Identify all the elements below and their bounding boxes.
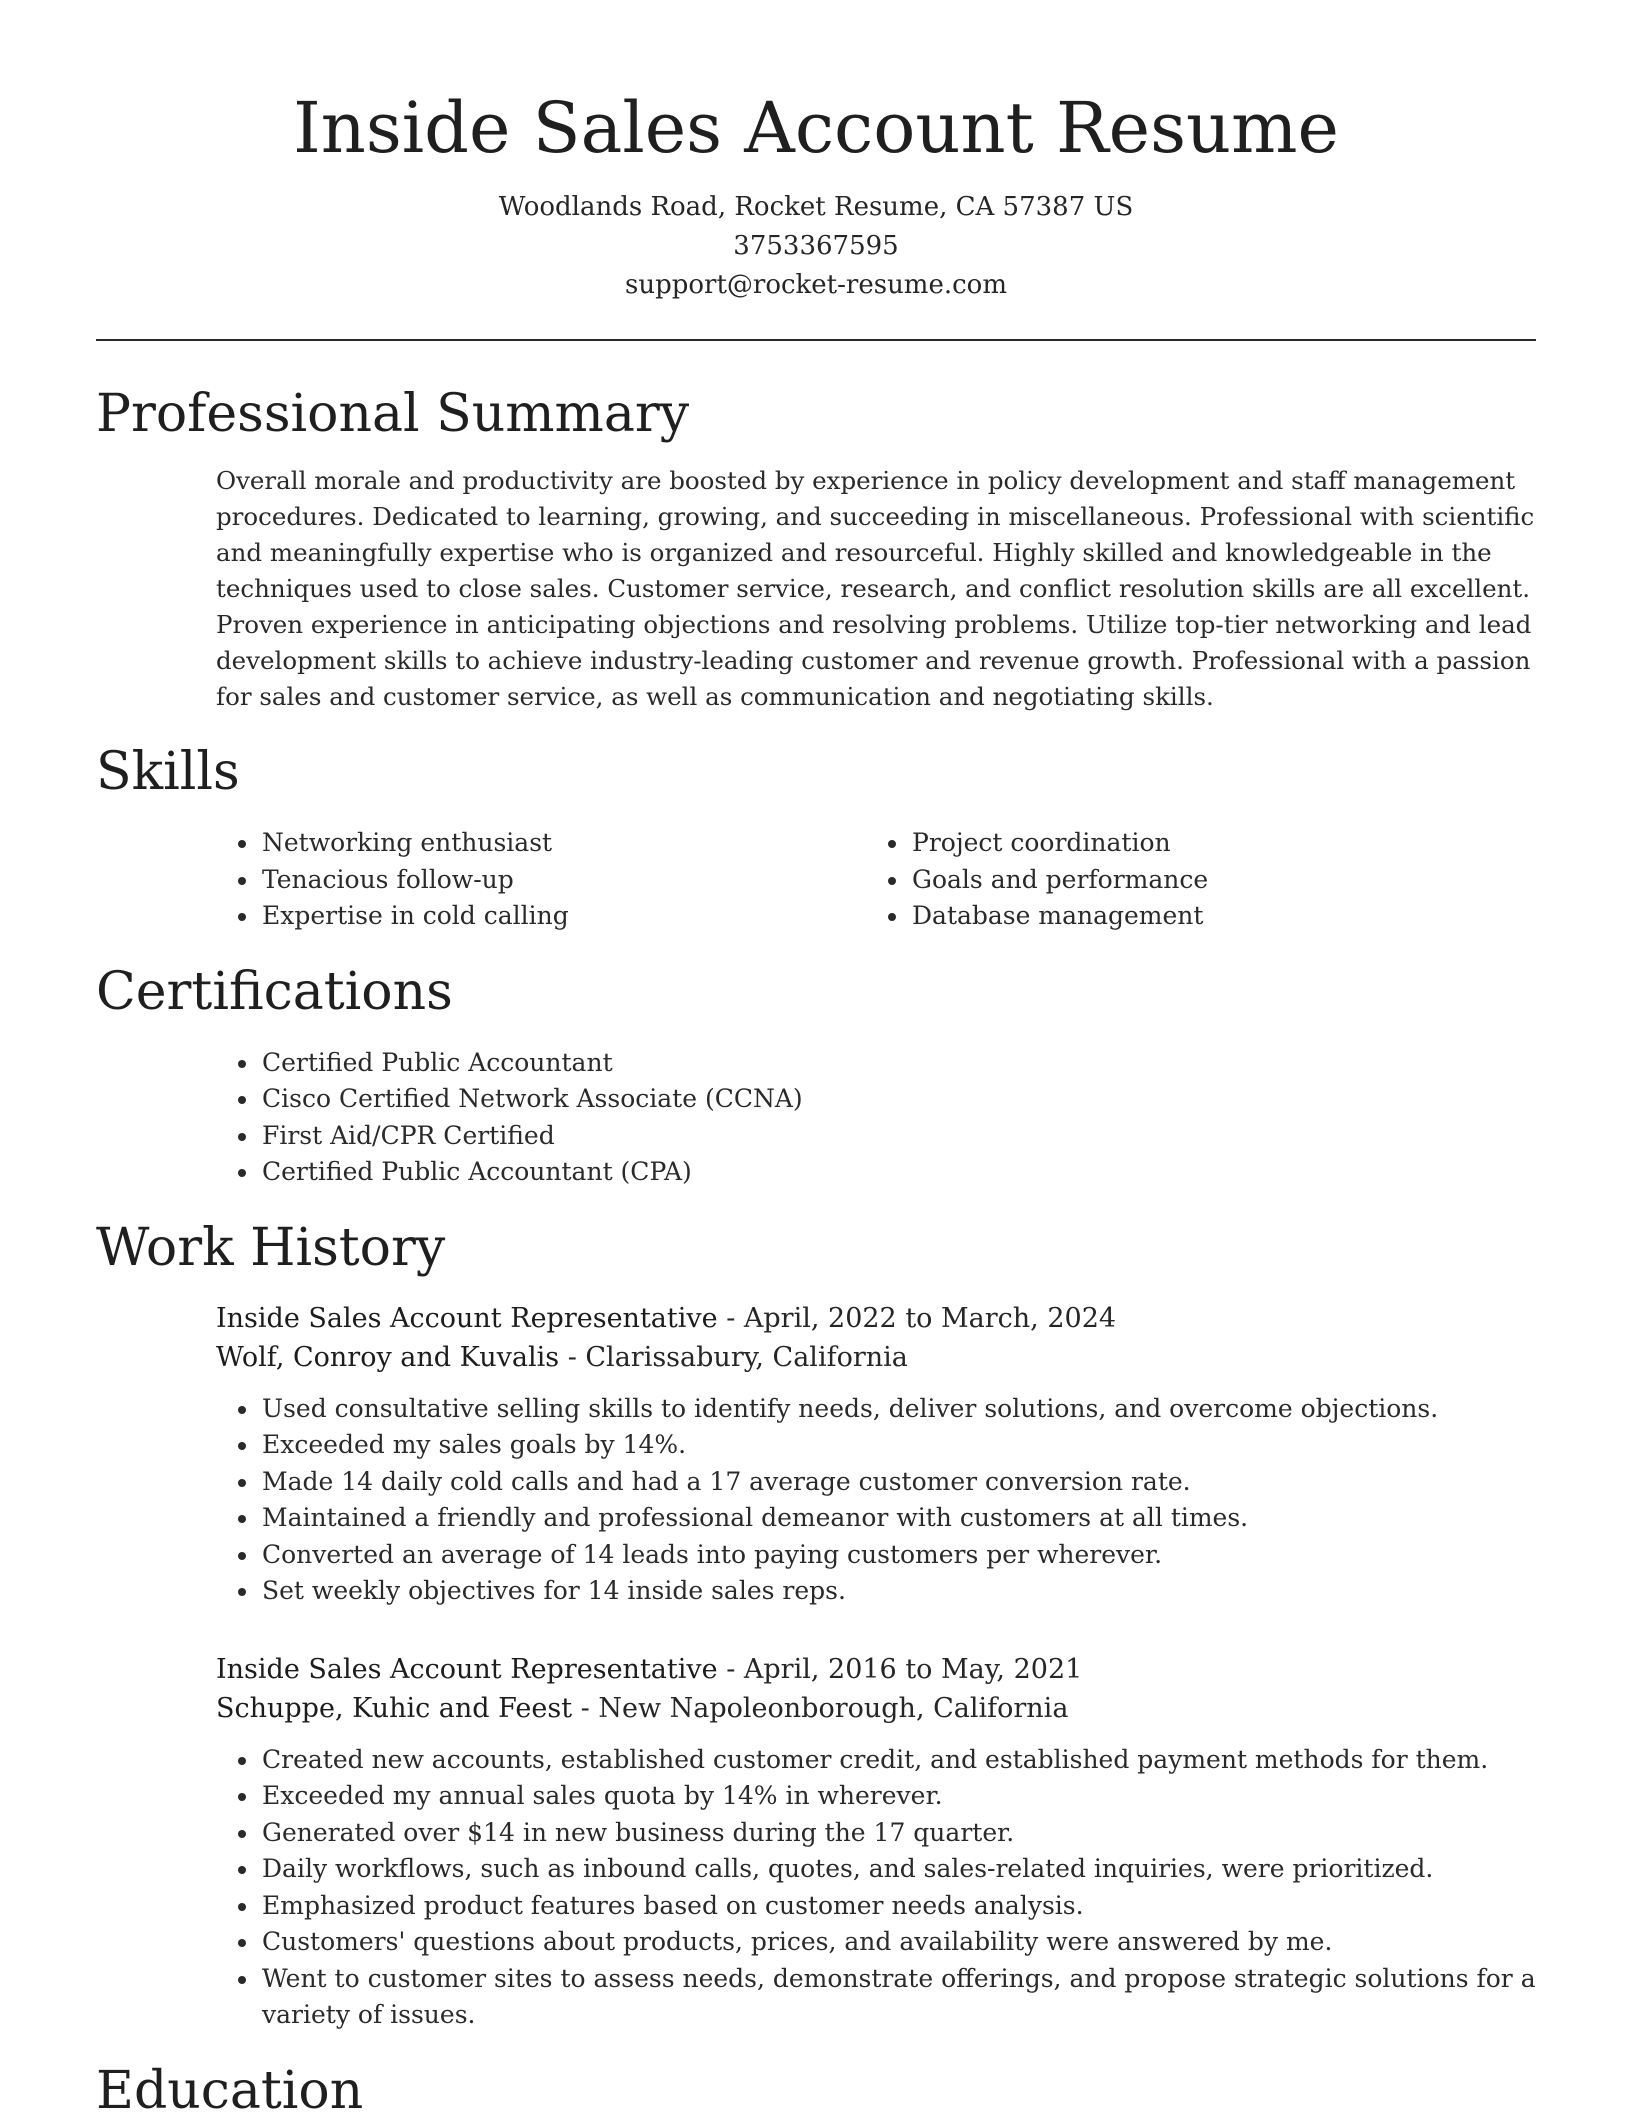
skills-column-1 <box>96 825 886 935</box>
resume-header <box>96 0 1536 305</box>
contact-phone: 3753367595 <box>733 231 899 261</box>
contact-address: Woodlands Road, Rocket Resume, CA 57387 US <box>498 192 1134 222</box>
job-title: Inside Sales Account Representative <box>216 1653 718 1685</box>
job-dates: - April, 2016 to May, 2021 <box>717 1653 1083 1685</box>
section-heading-work-history: Work History <box>96 1217 446 1278</box>
skills-column-2 <box>886 825 1536 935</box>
header-divider <box>96 339 1536 341</box>
list-item: • Generated over $14 in new business during the 17 quarter. <box>260 1815 1536 1852</box>
skills-grid <box>96 825 1536 935</box>
list-item: • Set weekly objectives for 14 inside sales reps. <box>260 1573 1536 1610</box>
list-item: • Networking enthusiast <box>260 825 886 862</box>
professional-summary-section <box>96 379 1536 715</box>
list-item: • Cisco Certified Network Associate (CCNA) <box>260 1081 1536 1118</box>
list-item: • Tenacious follow-up <box>260 862 886 899</box>
job-company-line <box>216 1689 1536 1728</box>
list-item: • Customers' questions about products, prices, and availability were answered by me. <box>260 1924 1536 1961</box>
work-history-section <box>96 1213 1536 2034</box>
list-item: • Went to customer sites to assess needs, demonstrate offerings, and propose strategic solutions for a variety of issues. <box>260 1961 1536 2034</box>
list-item: • Exceeded my annual sales quota by 14% in wherever. <box>260 1778 1536 1815</box>
list-item: • Maintained a friendly and professional demeanor with customers at all times. <box>260 1500 1536 1537</box>
job-bullets <box>216 1742 1536 2034</box>
certifications-section <box>96 957 1536 1191</box>
section-heading-education: Education <box>96 2060 364 2121</box>
job-title-line <box>216 1299 1536 1338</box>
job-company: Schuppe, Kuhic and Feest <box>216 1692 573 1724</box>
contact-info <box>96 188 1536 305</box>
job-entry <box>216 1650 1536 2034</box>
list-item: • Daily workflows, such as inbound calls, quotes, and sales-related inquiries, were prioritized. <box>260 1851 1536 1888</box>
job-location: - Clarissabury, California <box>559 1341 908 1373</box>
job-title: Inside Sales Account Representative <box>216 1302 718 1334</box>
list-item: • Project coordination <box>910 825 1536 862</box>
job-title-line <box>216 1650 1536 1689</box>
job-dates: - April, 2022 to March, 2024 <box>717 1302 1117 1334</box>
list-item: • Expertise in cold calling <box>260 898 886 935</box>
contact-email: support@rocket-resume.com <box>624 270 1007 300</box>
education-section <box>96 2056 1536 2126</box>
list-item: • Made 14 daily cold calls and had a 17 average customer conversion rate. <box>260 1464 1536 1501</box>
list-item: • Certified Public Accountant (CPA) <box>260 1154 1536 1191</box>
job-bullets <box>216 1391 1536 1610</box>
resume-title: Inside Sales Account Resume <box>293 87 1339 169</box>
list-item: • Converted an average of 14 leads into paying customers per wherever. <box>260 1537 1536 1574</box>
section-heading-summary: Professional Summary <box>96 384 690 444</box>
list-item: • First Aid/CPR Certified <box>260 1118 1536 1155</box>
list-item: • Exceeded my sales goals by 14%. <box>260 1427 1536 1464</box>
job-company: Wolf, Conroy and Kuvalis <box>216 1341 560 1373</box>
list-item: • Database management <box>910 898 1536 935</box>
certifications-list <box>96 1045 1536 1191</box>
list-item: • Goals and performance <box>910 862 1536 899</box>
skills-section <box>96 737 1536 935</box>
section-heading-certifications: Certifications <box>96 961 453 1022</box>
job-location: - New Napoleonborough, California <box>572 1692 1069 1724</box>
list-item: • Certified Public Accountant <box>260 1045 1536 1082</box>
list-item: • Used consultative selling skills to identify needs, deliver solutions, and overcome objections. <box>260 1391 1536 1428</box>
list-item: • Created new accounts, established customer credit, and established payment methods for them. <box>260 1742 1536 1779</box>
section-heading-skills: Skills <box>96 742 240 802</box>
job-entry <box>216 1299 1536 1610</box>
job-company-line <box>216 1338 1536 1377</box>
list-item: • Emphasized product features based on customer needs analysis. <box>260 1888 1536 1925</box>
summary-text: Overall morale and productivity are boosted by experience in policy development and staff management procedures. Dedicated to learning, growing, and succeeding in miscellaneous. Professional with scientific and meaningfully expertise who is organized and resourceful. Highly skilled and knowledgeable in the techniques used to close sales. Customer service, research, and conflict resolution skills are all excellent. Proven experience in anticipating objections and resolving problems. Utilize top-tier networking and lead development skills to achieve industry-leading customer and revenue growth. Professional with a passion for sales and customer service, as well as communication and negotiating skills. <box>216 466 1535 711</box>
